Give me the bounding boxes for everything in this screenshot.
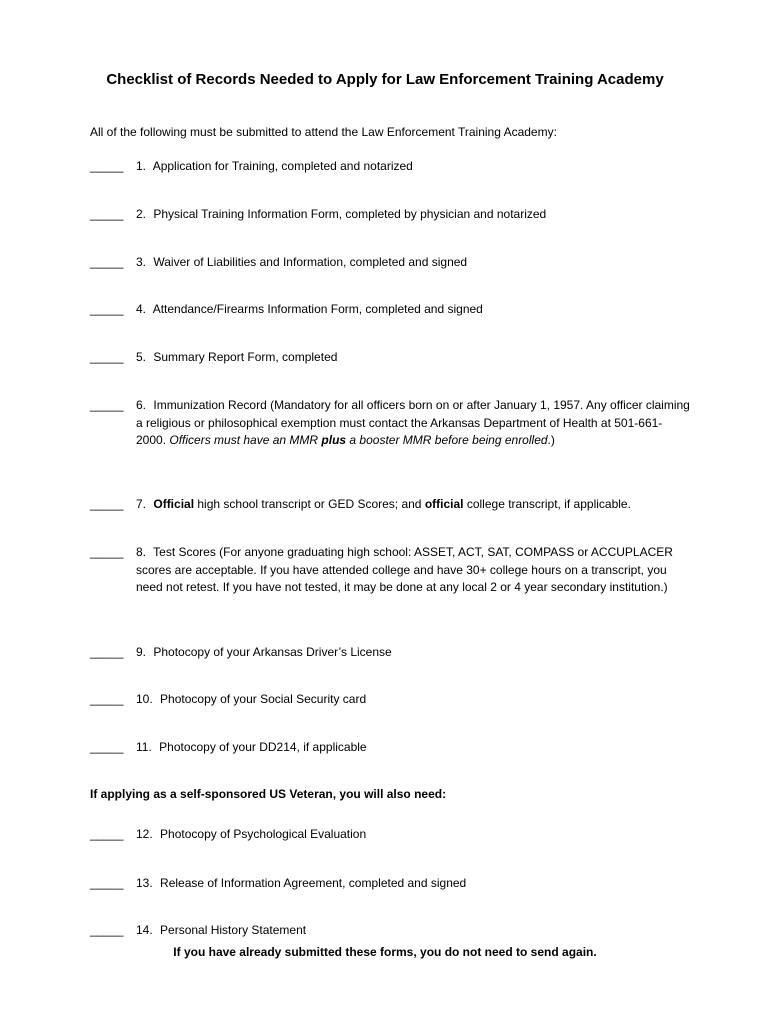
checkbox-blank: _____ (90, 827, 124, 841)
checkbox-blank: _____ (90, 876, 124, 890)
item-text-italic: Officers must have an MMR (169, 433, 322, 447)
item-number: 2. (136, 207, 147, 221)
item-number: 6. (136, 398, 147, 412)
checkbox-blank: _____ (90, 923, 124, 937)
checklist-item-9 (90, 644, 690, 662)
checklist-item-14 (90, 922, 690, 940)
checklist-item-2 (90, 206, 690, 224)
page-title: Checklist of Records Needed to Apply for Law Enforcement Training Academy (106, 71, 664, 88)
checklist-item-3 (90, 254, 690, 272)
item-text: Application for Training, completed and notarized (152, 159, 413, 173)
checkbox-blank: _____ (90, 159, 124, 173)
item-text: .) (547, 433, 555, 447)
item-text: Photocopy of your DD214, if applicable (159, 740, 367, 754)
checkbox-blank: _____ (90, 497, 124, 511)
checkbox-blank: _____ (90, 545, 124, 559)
checklist-item-11 (90, 739, 690, 757)
checkbox-blank: _____ (90, 740, 124, 754)
item-text: Attendance/Firearms Information Form, completed and signed (152, 302, 483, 316)
checklist-item-1 (90, 158, 690, 176)
item-text: Summary Report Form, completed (153, 350, 338, 364)
item-number: 5. (136, 350, 147, 364)
checklist-item-13 (90, 875, 690, 893)
item-text: Release of Information Agreement, completed and signed (160, 876, 467, 890)
item-text-bold-italic: plus (321, 433, 347, 447)
checkbox-blank: _____ (90, 692, 124, 706)
item-number: 11. (136, 740, 152, 754)
item-text-bold: Official (153, 497, 195, 511)
item-text: Physical Training Information Form, completed by physician and notarized (153, 207, 547, 221)
item-text: Immunization Record (Mandatory for all officers born on or after January 1, 1957. Any officer claiming a religious or philosophical exemption must contact the Arkansas Department of Health at 501-661-2000. (136, 398, 690, 447)
checkbox-blank: _____ (90, 645, 124, 659)
item-text: Test Scores (For anyone graduating high school: ASSET, ACT, SAT, COMPASS or ACCUPLACER scores are acceptable. If you have attended college and have 30+ college hours on a transcript, you need not retest. If you have not tested, it may be done at any local 2 or 4 year secondary institution.) (136, 545, 673, 594)
checkbox-blank: _____ (90, 255, 124, 269)
checklist-item-6 (90, 397, 690, 450)
item-text-bold: official (424, 497, 464, 511)
item-text: high school transcript or GED Scores; and (194, 497, 425, 511)
checklist-item-4 (90, 301, 690, 319)
checkbox-blank: _____ (90, 350, 124, 364)
checkbox-blank: _____ (90, 302, 124, 316)
item-text: Photocopy of your Social Security card (160, 692, 367, 706)
item-number: 9. (136, 645, 147, 659)
footer-note: If you have already submitted these forms, you do not need to send again. (173, 945, 597, 959)
item-text-italic: a booster MMR before being enrolled (346, 433, 548, 447)
item-text: Photocopy of your Arkansas Driver’s License (153, 645, 392, 659)
item-number: 14. (136, 923, 153, 937)
item-text: college transcript, if applicable. (463, 497, 631, 511)
item-text: Photocopy of Psychological Evaluation (160, 827, 367, 841)
item-number: 12. (136, 827, 153, 841)
item-number: 7. (136, 497, 147, 511)
item-text: Waiver of Liabilities and Information, completed and signed (153, 255, 468, 269)
checklist-item-7 (90, 496, 690, 514)
item-number: 4. (136, 302, 147, 316)
checklist-item-12 (90, 826, 690, 844)
item-number: 3. (136, 255, 147, 269)
item-number: 1. (136, 159, 147, 173)
checkbox-blank: _____ (90, 398, 124, 412)
item-number: 8. (136, 545, 147, 559)
item-text: Personal History Statement (160, 923, 307, 937)
checklist-item-5 (90, 349, 690, 367)
checklist-item-8 (90, 544, 690, 597)
item-number: 10. (136, 692, 153, 706)
veteran-heading: If applying as a self-sponsored US Veteran, you will also need: (90, 787, 447, 801)
item-number: 13. (136, 876, 153, 890)
intro-text: All of the following must be submitted to attend the Law Enforcement Training Academy: (90, 125, 557, 139)
checklist-item-10 (90, 691, 690, 709)
checkbox-blank: _____ (90, 207, 124, 221)
